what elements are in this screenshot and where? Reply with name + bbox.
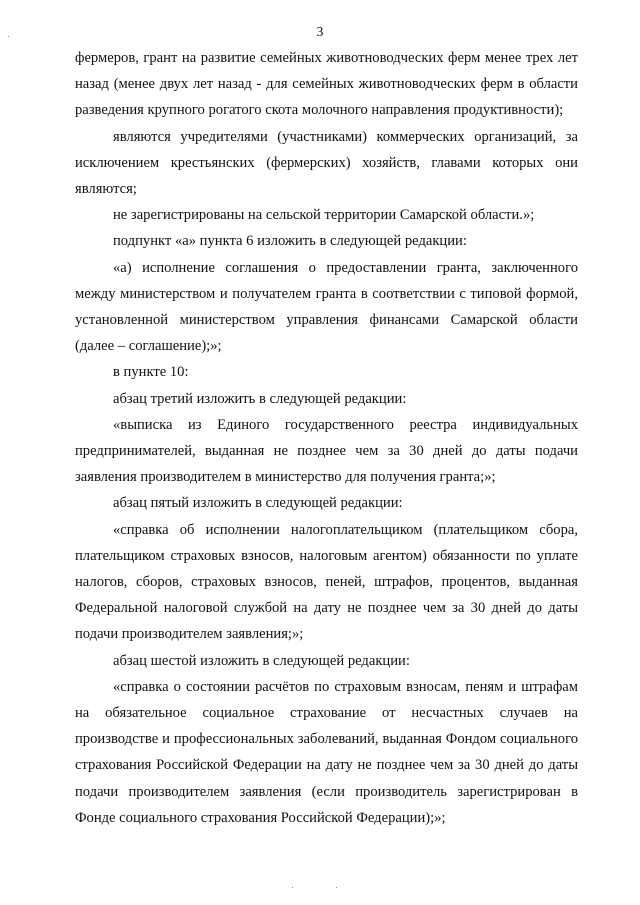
paragraph: «справка о состоянии расчётов по страховым взносам, пеням и штрафам на обязательное социальное страхование от несчастных случаев на производстве и профессиональных заболеваний, выданная Фондом социального страхования Российской Федерации на дату не позднее чем за 30 дней до даты подачи производителем заявления (если производитель зарегистрирован в Фонде социального страхования Российской Федерации);»; <box>75 678 578 826</box>
paragraph: фермеров, грант на развитие семейных животноводческих ферм менее трех лет назад (менее двух лет назад - для семейных животноводческих ферм в области разведения крупного рогатого скота молочного направления продуктивности); <box>75 50 578 119</box>
paragraph: абзац пятый изложить в следующей редакции: <box>113 495 403 512</box>
paragraph: подпункт «а» пункта 6 изложить в следующей редакции: <box>113 233 467 250</box>
paragraph: абзац шестой изложить в следующей редакции: <box>113 652 410 669</box>
paragraph: «справка об исполнении налогоплательщиком (плательщиком сбора, плательщиком страховых взносов, налоговым агентом) обязанности по уплате налогов, сборов, страховых взносов, пеней, штрафов, процентов, выданная Федеральной налоговой службой на дату не позднее чем за 30 дней до даты подачи производителем заявления;»; <box>75 521 578 643</box>
scan-speck <box>336 887 337 888</box>
paragraph: не зарегистрированы на сельской территории Самарской области.»; <box>113 207 535 224</box>
paragraph: «а) исполнение соглашения о предоставлении гранта, заключенного между министерством и получателем гранта в соответствии с типовой формой, установленной министерством управления финансами Самарской области (далее – соглашение);»; <box>75 259 578 355</box>
page-number: 3 <box>316 24 324 39</box>
paragraph: являются учредителями (участниками) коммерческих организаций, за исключением крестьянских (фермерских) хозяйств, главами которых они являются; <box>75 128 578 198</box>
scan-speck <box>8 36 9 37</box>
paragraph: в пункте 10: <box>113 364 189 381</box>
document-body <box>75 45 578 831</box>
paragraph: «выписка из Единого государственного реестра индивидуальных предпринимателей, выданная не позднее чем за 30 дней до даты подачи заявления производителем в министерство для получения гранта;»; <box>75 416 578 486</box>
scan-speck <box>292 887 293 888</box>
paragraph: абзац третий изложить в следующей редакции: <box>113 390 407 407</box>
